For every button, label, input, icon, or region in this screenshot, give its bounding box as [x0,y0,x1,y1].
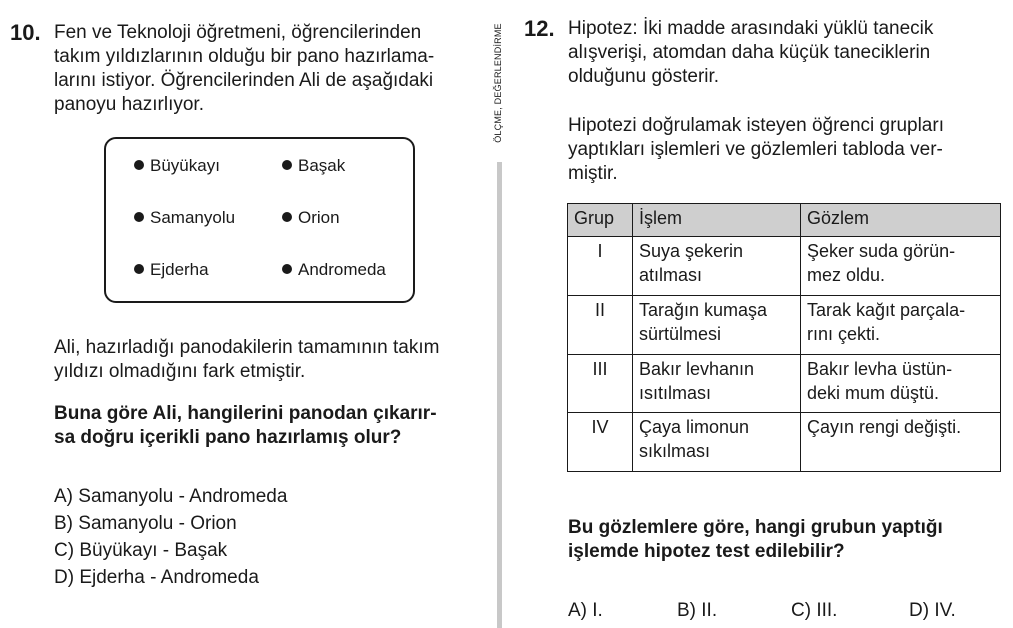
board-item [282,260,386,280]
cell-process [633,237,801,296]
sidebar-label-text: ÖLÇME, DEĞERLENDİRME [493,23,503,143]
q10-option-c[interactable]: C) Büyükayı - Başak [54,540,228,561]
question-12-hypothesis [568,17,998,89]
q12-hypothesis-line: olduğunu gösterir. [568,66,720,87]
q12-intro-line: miştir. [568,163,618,184]
sidebar-label [478,8,518,158]
cell-group: III [568,354,633,413]
bullet-icon [282,264,292,274]
question-12-prompt [568,516,998,564]
q12-option-a[interactable]: A) I. [568,600,603,621]
cell-line: Tarağın kumaşa [639,299,768,320]
q10-line: larını istiyor. Öğrencilerinden Ali de aşağıdaki [54,70,434,91]
cell-observation [801,413,1001,472]
cell-line: Suya şekerin [639,241,744,261]
question-12-number: 12. [524,16,555,41]
board-item [282,208,340,228]
cell-group: II [568,295,633,354]
board-item-label: Ejderha [150,260,209,279]
cell-line: mez oldu. [807,265,886,285]
cell-group: IV [568,413,633,472]
cell-line: Çaya limonun [639,417,750,438]
table-row [568,413,1001,472]
board-item-label: Samanyolu [150,208,236,227]
cell-line: ısıtılması [639,382,712,403]
cell-observation [801,354,1001,413]
q12-option-b[interactable]: B) II. [677,600,718,621]
board-item [282,156,345,176]
cell-process [633,295,801,354]
table-row [568,295,1001,354]
q12-prompt-line: işlemde hipotez test edilebilir? [568,541,845,562]
q12-hypothesis-line: alışverişi, atomdan daha küçük taneciklerin [568,42,931,63]
q12-intro-line: Hipotezi doğrulamak isteyen öğrenci grupları [568,115,944,136]
q10-statement-line: Ali, hazırladığı panodakilerin tamamının takım [54,337,440,358]
q10-line: takım yıldızlarının olduğu bir pano hazırlama- [54,46,435,67]
table-header-row [568,204,1001,237]
bullet-icon [134,160,144,170]
bullet-icon [134,264,144,274]
q12-option-c[interactable]: C) III. [791,600,838,621]
board-item [134,260,209,280]
board-item [134,208,235,228]
q12-option-d[interactable]: D) IV. [909,600,956,621]
q10-prompt-line: Buna göre Ali, hangilerini panodan çıkarır- [54,403,437,424]
table-row [568,237,1001,296]
q12-hypothesis-line: Hipotez: İki madde arasındaki yüklü tanecik [568,18,934,39]
q10-line: Fen ve Teknoloji öğretmeni, öğrencilerinden [54,22,422,43]
header-group: Grup [568,204,633,237]
header-observation: Gözlem [801,204,1001,237]
cell-process [633,354,801,413]
column-divider [497,162,502,628]
cell-line: Tarak kağıt parçala- [807,299,966,320]
question-10-text [54,21,484,117]
cell-line: sürtülmesi [639,323,722,344]
q10-option-a[interactable]: A) Samanyolu - Andromeda [54,486,288,507]
question-10-number: 10. [10,20,41,45]
question-10-prompt [54,402,484,450]
cell-line: rını çekti. [807,323,881,344]
board-item-label: Büyükayı [150,156,220,175]
observation-table [567,203,1001,472]
cell-line: atılması [639,265,703,285]
board-item-label: Başak [298,156,346,175]
q10-option-d[interactable]: D) Ejderha - Andromeda [54,567,259,588]
bullet-icon [282,212,292,222]
q10-prompt-line: sa doğru içerikli pano hazırlamış olur? [54,427,402,448]
cell-line: Çayın rengi değişti. [807,417,962,438]
question-12-intro [568,114,998,186]
q12-prompt-line: Bu gözlemlere göre, hangi grubun yaptığı [568,517,943,538]
cell-observation [801,295,1001,354]
board-item [134,156,220,176]
q10-line: panoyu hazırlıyor. [54,94,204,115]
cell-group: I [568,237,633,296]
table-row [568,354,1001,413]
board-item-label: Andromeda [298,260,386,279]
cell-line: Şeker suda görün- [807,241,956,261]
cell-line: deki mum düştü. [807,382,940,403]
cell-observation [801,237,1001,296]
q12-intro-line: yaptıkları işlemleri ve gözlemleri tabloda ver- [568,139,943,160]
bullet-icon [134,212,144,222]
board-item-label: Orion [298,208,340,227]
bullet-icon [282,160,292,170]
header-process: İşlem [633,204,801,237]
cell-line: Bakır levha üstün- [807,358,953,379]
q10-statement-line: yıldızı olmadığını fark etmiştir. [54,361,306,382]
cell-line: Bakır levhanın [639,358,755,379]
cell-process [633,413,801,472]
cell-line: sıkılması [639,441,711,462]
constellation-board [104,137,415,303]
question-10-statement [54,336,484,384]
q10-option-b[interactable]: B) Samanyolu - Orion [54,513,237,534]
